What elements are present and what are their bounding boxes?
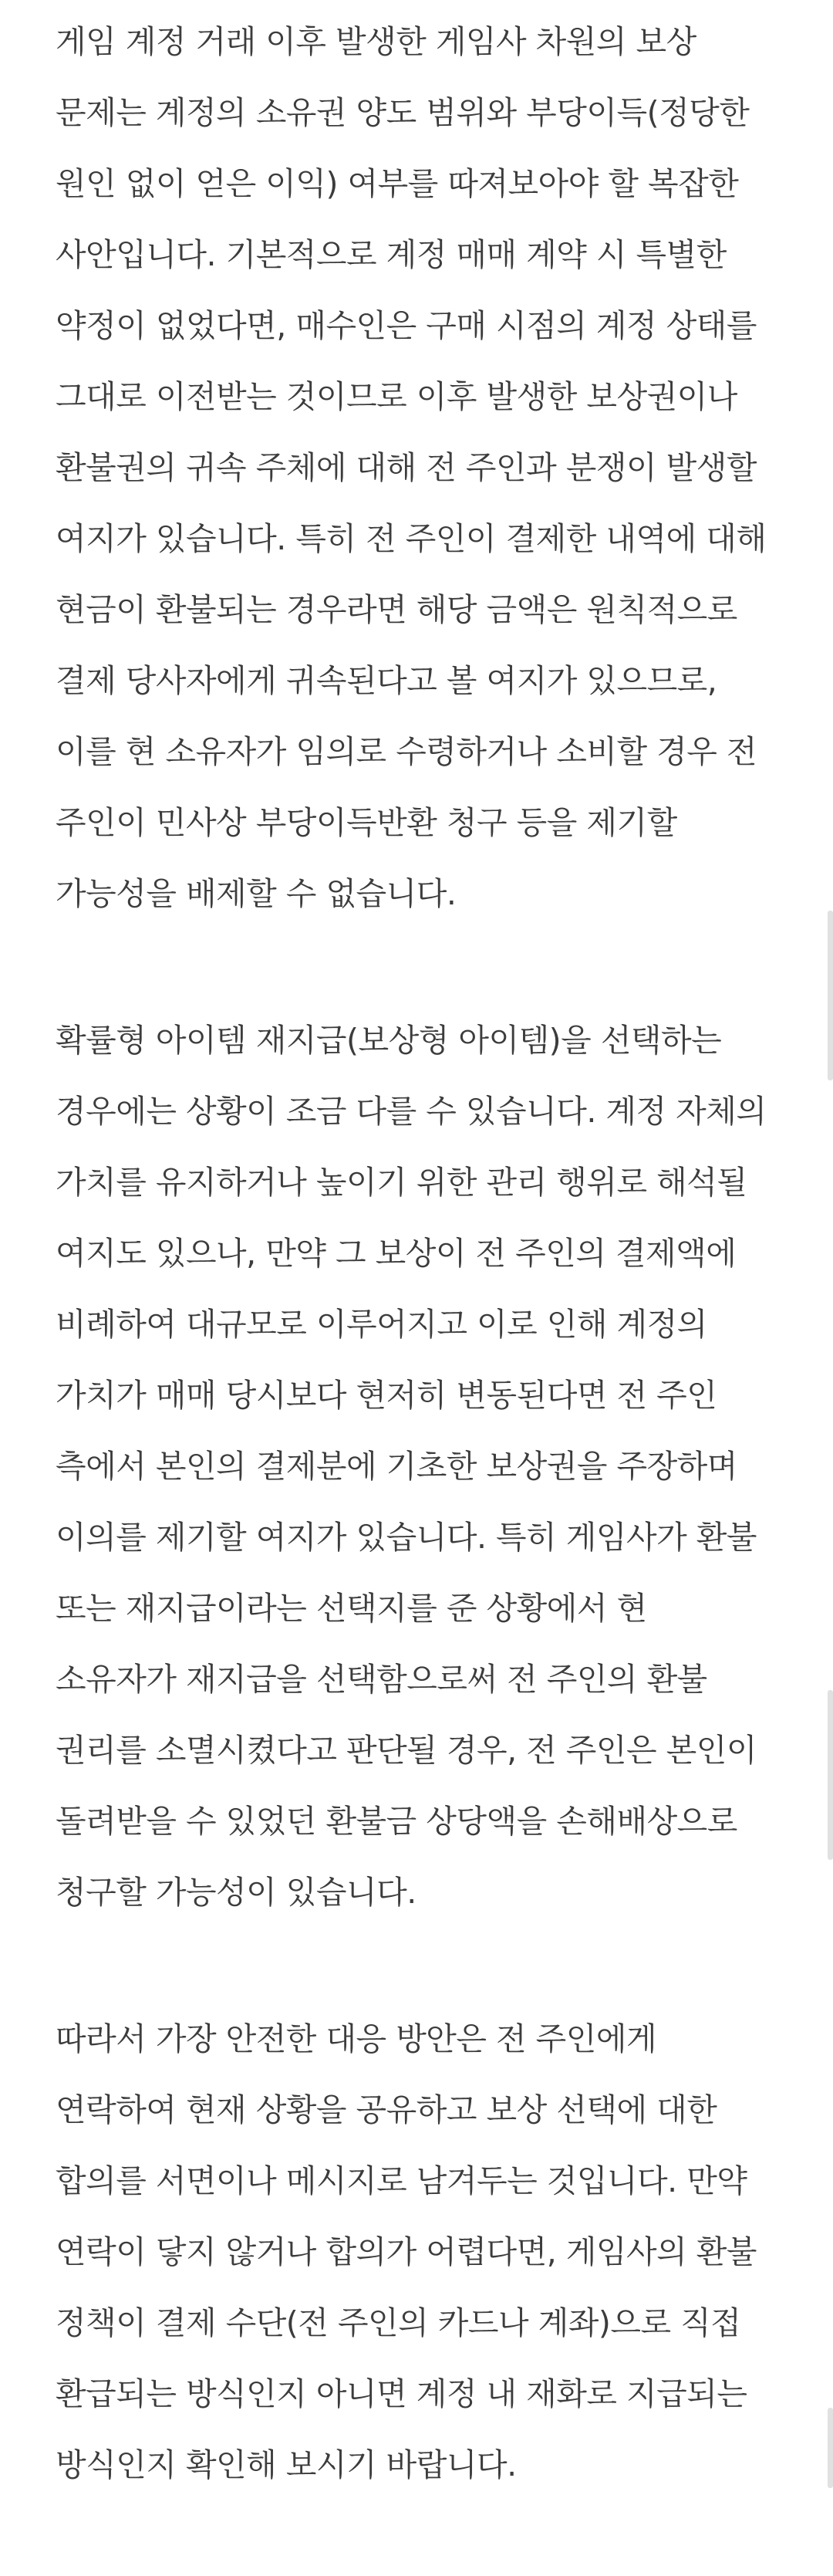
- paragraph-1: 게임 계정 거래 이후 발생한 게임사 차원의 보상 문제는 계정의 소유권 양도 범위와 부당이득(정당한 원인 없이 얻은 이익) 여부를 따져보아야 할 복잡한 사안입니다. 기본적으로 계정 매매 계약 시 특별한 약정이 없었다면, 매수인은 구매 시점의 계정 상태를 그대로 이전받는 것이므로 이후 발생한 보상권이나 환불권의 귀속 주체에 대해 전 주인과 분쟁이 발생할 여지가 있습니다. 특히 전 주인이 결제한 내역에 대해 현금이 환불되는 경우라면 해당 금액은 원칙적으로 결제 당사자에게 귀속된다고 볼 여지가 있으므로, 이를 현 소유자가 임의로 수령하거나 소비할 경우 전 주인이 민사상 부당이득반환 청구 등을 제기할 가능성을 배제할 수 없습니다.: [56, 23, 767, 912]
- scrollbar-thumb[interactable]: [828, 911, 833, 1080]
- scrollbar-thumb[interactable]: [828, 2408, 833, 2488]
- article-body: [56, 6, 773, 2576]
- paragraph-3: 따라서 가장 안전한 대응 방안은 전 주인에게 연락하여 현재 상황을 공유하고 보상 선택에 대한 합의를 서면이나 메시지로 남겨두는 것입니다. 만약 연락이 닿지 않거나 합의가 어렵다면, 게임사의 환불 정책이 결제 수단(전 주인의 카드나 계좌)으로 직접 환급되는 방식인지 아니면 계정 내 재화로 지급되는 방식인지 확인해 보시기 바랍니다.: [56, 2020, 757, 2483]
- paragraph-2: 확률형 아이템 재지급(보상형 아이템)을 선택하는 경우에는 상황이 조금 다를 수 있습니다. 계정 자체의 가치를 유지하거나 높이기 위한 관리 행위로 해석될 여지도 있으나, 만약 그 보상이 전 주인의 결제액에 비례하여 대규모로 이루어지고 이로 인해 계정의 가치가 매매 당시보다 현저히 변동된다면 전 주인 측에서 본인의 결제분에 기초한 보상권을 주장하며 이의를 제기할 여지가 있습니다. 특히 게임사가 환불 또는 재지급이라는 선택지를 준 상황에서 현 소유자가 재지급을 선택함으로써 전 주인의 환불 권리를 소멸시켰다고 판단될 경우, 전 주인은 본인이 돌려받을 수 있었던 환불금 상당액을 손해배상으로 청구할 가능성이 있습니다.: [56, 1022, 767, 1911]
- scrollbar-thumb[interactable]: [828, 1690, 833, 1860]
